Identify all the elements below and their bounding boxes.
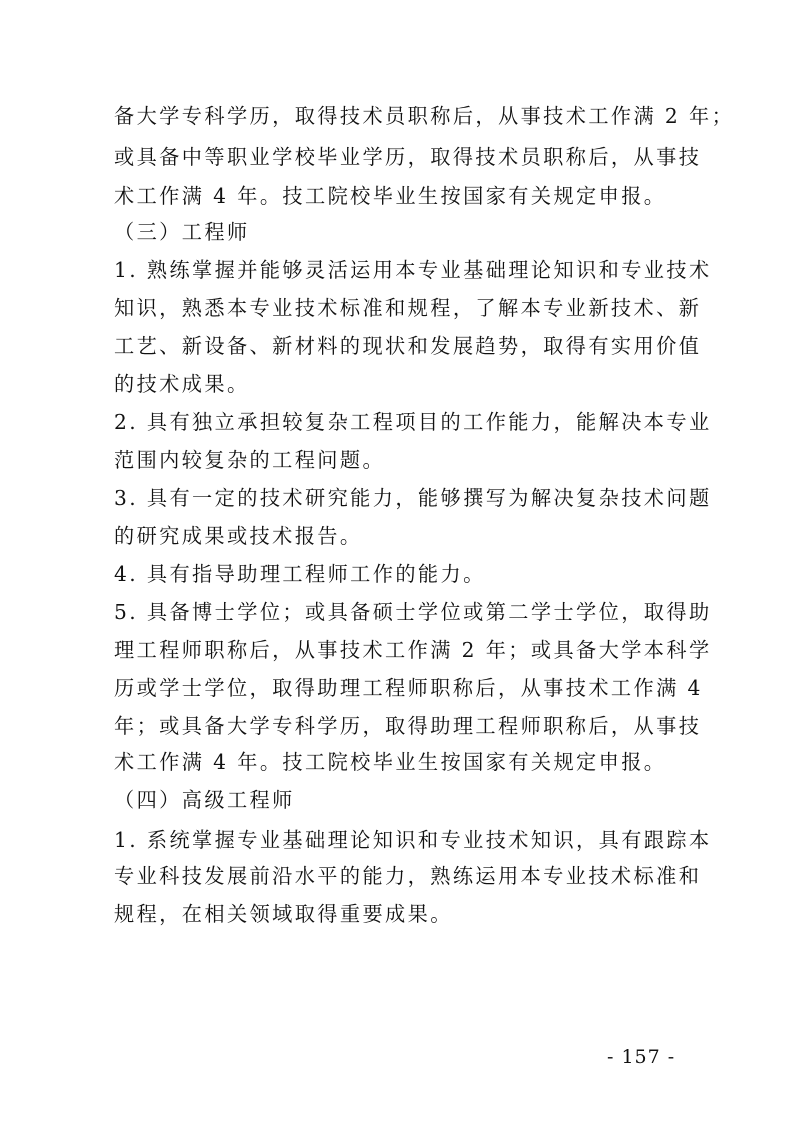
text-line: 的研究成果或技术报告。: [114, 524, 363, 548]
text-line: 1. 系统掌握专业基础理论知识和专业技术知识，具有跟踪本: [114, 828, 712, 852]
text-line: 1. 熟练掌握并能够灵活运用本专业基础理论知识和专业技术: [114, 258, 712, 282]
text-line: 术工作满 4 年。技工院校毕业生按国家有关规定申报。: [114, 184, 667, 208]
page-number: - 157 -: [607, 1046, 676, 1068]
section-heading: （四）高级工程师: [114, 788, 295, 812]
text-line: 知识，熟悉本专业技术标准和规程，了解本专业新技术、新: [114, 296, 702, 320]
text-line: 年；或具备大学专科学历，取得助理工程师职称后，从事技: [114, 714, 702, 738]
text-line: 或具备中等职业学校毕业学历，取得技术员职称后，从事技: [114, 145, 702, 169]
section-heading: （三）工程师: [114, 220, 250, 244]
text-line: 备大学专科学历，取得技术员职称后，从事技术工作满 2 年；: [114, 104, 735, 128]
text-line: 5. 具备博士学位；或具备硕士学位或第二学士学位，取得助: [114, 600, 712, 624]
text-line: 2. 具有独立承担较复杂工程项目的工作能力，能解决本专业: [114, 410, 712, 434]
text-line: 理工程师职称后，从事技术工作满 2 年；或具备大学本科学: [114, 638, 712, 662]
text-line: 术工作满 4 年。技工院校毕业生按国家有关规定申报。: [114, 750, 667, 774]
text-line: 工艺、新设备、新材料的现状和发展趋势，取得有实用价值: [114, 334, 702, 358]
text-line: 4. 具有指导助理工程师工作的能力。: [114, 562, 486, 586]
text-line: 3. 具有一定的技术研究能力，能够撰写为解决复杂技术问题: [114, 486, 712, 510]
text-line: 专业科技发展前沿水平的能力，熟练运用本专业技术标准和: [114, 864, 702, 888]
text-line: 历或学士学位，取得助理工程师职称后，从事技术工作满 4: [114, 676, 703, 700]
text-line: 范围内较复杂的工程问题。: [114, 448, 386, 472]
text-line: 规程，在相关领域取得重要成果。: [114, 902, 453, 926]
text-line: 的技术成果。: [114, 372, 250, 396]
